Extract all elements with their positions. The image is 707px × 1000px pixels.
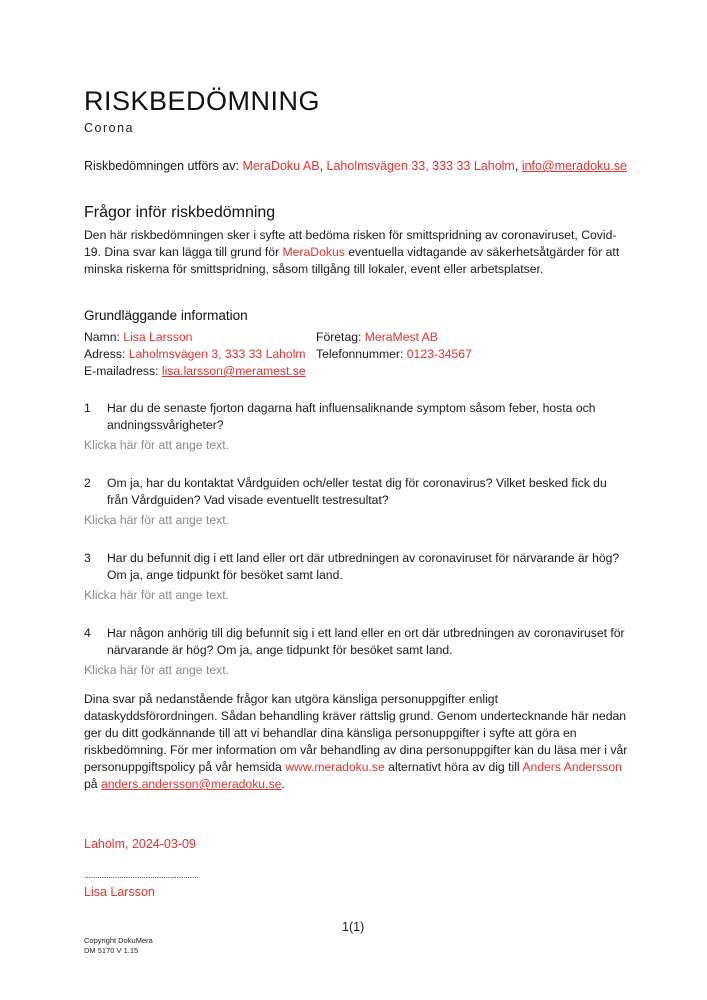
place-date[interactable]: Laholm, 2024-03-09	[84, 837, 196, 851]
basic-info-left-column	[84, 329, 324, 380]
name-value[interactable]: Lisa Larsson	[123, 330, 193, 344]
question-3	[84, 550, 629, 604]
question-1	[84, 400, 629, 454]
company-label: Företag:	[316, 330, 362, 344]
signer-name[interactable]: Lisa Larsson	[84, 885, 155, 899]
phone-row	[316, 346, 472, 363]
website-link[interactable]: www.meradoku.se	[285, 760, 385, 774]
question-text: Har någon anhörig till dig befunnit sig i ett land eller en ort där utbredningen av coronaviruset för närvarande är hög? Om ja, ange tidpunkt för besöket samt land.	[107, 626, 625, 657]
basic-info-heading: Grundläggande information	[84, 308, 248, 323]
question-number: 3	[84, 551, 91, 565]
question-number: 4	[84, 626, 91, 640]
address-row	[84, 346, 324, 363]
footer-copyright: Copyright DokuMera	[84, 936, 153, 945]
basic-info-right-column	[316, 329, 472, 363]
performer-label: Riskbedömningen utförs av:	[84, 159, 239, 173]
email-value-link[interactable]: lisa.larsson@meramest.se	[161, 364, 306, 378]
question-text: Om ja, har du kontaktat Vårdguiden och/eller testat dig för coronavirus? Vilket besked fick du från Vårdguiden? Vad visade eventuellt testresultat?	[107, 476, 607, 507]
question-4	[84, 625, 629, 679]
company-row	[316, 329, 472, 346]
address-value[interactable]: Laholmsvägen 3, 333 33 Laholm	[128, 347, 306, 361]
footer	[84, 936, 153, 956]
name-row	[84, 329, 324, 346]
performer-line: Riskbedömningen utförs av: MeraDoku AB, Laholmsvägen 33, 333 33 Laholm, info@meradoku.se	[84, 159, 627, 173]
intro-paragraph	[84, 227, 629, 278]
contact-email-link[interactable]: anders.andersson@meradoku.se	[100, 777, 282, 791]
intro-text-after: eventuella vidtagande av säkerhetsåtgärder för att minska riskerna för smittspridning, såsom tillgång till lokaler, event eller arbetsplatser.	[84, 245, 620, 276]
phone-value[interactable]: 0123-34567	[406, 347, 472, 361]
answer-field[interactable]: Klicka här för att ange text.	[84, 588, 229, 602]
document-subtitle: Corona	[84, 121, 134, 135]
address-label: Adress:	[84, 347, 126, 361]
intro-company-ref: MeraDokus	[282, 245, 345, 259]
question-2	[84, 475, 629, 529]
question-number: 1	[84, 401, 91, 415]
answer-field[interactable]: Klicka här för att ange text.	[84, 513, 229, 527]
intro-text-before: Den här riskbedömningen sker i syfte att bedöma risken för smittspridning av coronaviruset, Covid-19. Dina svar kan lägga till grund för	[84, 228, 617, 259]
phone-label: Telefonnummer:	[316, 347, 404, 361]
company-value[interactable]: MeraMest AB	[364, 330, 438, 344]
name-label: Namn:	[84, 330, 120, 344]
performer-company: MeraDoku AB	[242, 159, 320, 173]
consent-text-middle: alternativt höra av dig till	[384, 760, 523, 774]
consent-text-end: .	[281, 777, 285, 791]
question-text: Har du de senaste fjorton dagarna haft influensaliknande symptom såsom feber, hosta och andningssvårigheter?	[107, 401, 596, 432]
intro-heading: Frågor inför riskbedömning	[84, 204, 276, 221]
consent-text-before: Dina svar på nedanstående frågor kan utgöra känsliga personuppgifter enligt dataskyddsförordningen. Sådan behandling kräver rättslig grund. Genom undertecknande här nedan ger du ditt godkännande till att vi behandlar dina känsliga personuppgifter i syfte att göra en riskbedömning. För mer information om vår behandling av dina personuppgifter kan du läsa mer i vår personuppgiftspolicy på vår hemsida	[84, 692, 628, 774]
performer-address: Laholmsvägen 33, 333 33 Laholm	[326, 159, 515, 173]
answer-field[interactable]: Klicka här för att ange text.	[84, 663, 229, 677]
consent-text-on: på	[84, 777, 101, 791]
footer-doc-id: DM 5170 V 1.15	[84, 946, 139, 955]
page-number: 1(1)	[342, 920, 365, 934]
signature-line: ....................................................	[84, 870, 199, 880]
performer-email-link[interactable]: info@meradoku.se	[521, 159, 627, 173]
email-row	[84, 363, 324, 380]
contact-name: Anders Andersson	[522, 760, 622, 774]
email-label: E-mailadress:	[84, 364, 159, 378]
answer-field[interactable]: Klicka här för att ange text.	[84, 438, 229, 452]
document-title: RISKBEDÖMNING	[84, 86, 321, 116]
question-number: 2	[84, 476, 91, 490]
question-text: Har du befunnit dig i ett land eller ort där utbredningen av coronaviruset för närvarande är hög? Om ja, ange tidpunkt för besöket samt land.	[107, 551, 620, 582]
consent-paragraph	[84, 691, 629, 793]
